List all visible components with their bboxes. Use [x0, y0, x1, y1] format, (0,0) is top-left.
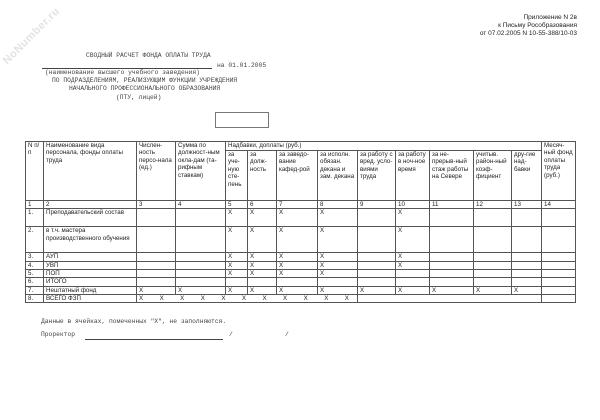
date-label: на 01.01.2005 [217, 62, 267, 69]
row-number: 7. [26, 286, 44, 294]
header-c9: за работу с вред. усло-виями труда [358, 151, 396, 201]
table-cell: X [226, 286, 248, 294]
column-number: 4 [176, 201, 226, 209]
table-cell[interactable] [542, 209, 576, 227]
x-mark: X [200, 294, 205, 302]
table-cell[interactable] [542, 227, 576, 253]
table-cell: X [248, 209, 277, 227]
table-row [26, 286, 576, 294]
header-c11: за не-прерыв-ный стаж работы на Севере [430, 151, 474, 201]
table-cell: X [277, 261, 318, 269]
table-cell[interactable] [512, 227, 542, 253]
header-c5: за уче-ную сте-пень [226, 151, 248, 201]
header-c13: дру-гие над-бавки [512, 151, 542, 201]
table-row-total [26, 294, 576, 302]
table-cell[interactable] [396, 270, 430, 278]
table-row [26, 253, 576, 261]
row-number: 5. [26, 270, 44, 278]
table-cell: X [277, 270, 318, 278]
row-number: 6. [26, 278, 44, 286]
x-mark: X [139, 294, 144, 302]
header-sum: Сумма по должност-ным окла-дам (та-рифным ставкам) [176, 142, 226, 201]
column-number: 9 [358, 201, 396, 209]
table-cell[interactable] [430, 209, 474, 227]
watermark: NoNumber.ru [0, 5, 63, 67]
table-cell: X [176, 286, 226, 294]
column-number: 14 [542, 201, 576, 209]
column-number: 11 [430, 201, 474, 209]
appendix-reference [480, 14, 577, 38]
table-cell: X [318, 253, 358, 261]
x-mark: X [303, 294, 308, 302]
table-cell[interactable] [137, 270, 176, 278]
table-cell[interactable] [430, 253, 474, 261]
table-cell[interactable] [430, 261, 474, 269]
table-cell[interactable] [512, 253, 542, 261]
table-cell[interactable] [318, 278, 358, 286]
table-cell: X [318, 261, 358, 269]
table-cell: X [277, 253, 318, 261]
row-name: в т.ч. мастера производственного обучения [44, 227, 137, 253]
column-number: 8 [318, 201, 358, 209]
signature-separator: / [285, 331, 289, 338]
header-c8: за исполн. обязан. декана и зам. декана [318, 151, 358, 201]
table-cell: X [318, 270, 358, 278]
row-number: 1. [26, 209, 44, 227]
table-cell: X [512, 286, 542, 294]
table-cell: X [318, 209, 358, 227]
table-cell: X [318, 286, 358, 294]
row-name: АУП [44, 253, 137, 261]
table-cell[interactable] [176, 253, 226, 261]
row-number: 8. [26, 294, 44, 302]
table-cell[interactable] [430, 278, 474, 286]
appendix-line: Приложение N 2в [523, 14, 577, 21]
table-cell[interactable] [176, 270, 226, 278]
table-cell: X [226, 227, 248, 253]
header-name: Наименование вида персонала, фонды оплаты труда [44, 142, 137, 201]
header-n: N п/п [26, 142, 44, 201]
table-cell[interactable] [358, 209, 396, 227]
table-cell[interactable] [542, 278, 576, 286]
table-cell: X [474, 286, 512, 294]
column-number: 5 [226, 201, 248, 209]
table-cell: X [396, 209, 430, 227]
table-cell: X [226, 261, 248, 269]
table-cell: X [430, 286, 474, 294]
table-cell [358, 294, 542, 302]
column-number: 10 [396, 201, 430, 209]
x-mark: X [180, 294, 185, 302]
appendix-line: от 07.02.2005 N 10-55-388/10-03 [479, 30, 577, 37]
table-cell: X [248, 253, 277, 261]
row-number: 3. [26, 253, 44, 261]
table-cell: X [277, 286, 318, 294]
table-cell: X [226, 253, 248, 261]
table-cell: X [248, 286, 277, 294]
table-cell[interactable] [358, 278, 396, 286]
header-c7: за заведо-вание кафед-рой [277, 151, 318, 201]
table-cell[interactable] [176, 278, 226, 286]
table-cell[interactable] [474, 278, 512, 286]
table-cell[interactable] [474, 209, 512, 227]
table-cell[interactable] [512, 261, 542, 269]
column-number-row [26, 201, 576, 209]
table-cell[interactable] [542, 286, 576, 294]
table-cell: X [318, 227, 358, 253]
table-cell: X [396, 253, 430, 261]
row-number: 2. [26, 227, 44, 253]
table-cell[interactable] [474, 261, 512, 269]
table-cell[interactable] [358, 270, 396, 278]
table-cell: X [248, 227, 277, 253]
header-c12: учитыв. район-ный коэф-фициент [474, 151, 512, 201]
table-cell: X [396, 286, 430, 294]
table-cell[interactable] [137, 253, 176, 261]
table-cell[interactable] [248, 278, 277, 286]
table-row [26, 278, 576, 286]
table-cell[interactable] [512, 278, 542, 286]
column-number: 1 [26, 201, 44, 209]
column-number: 13 [512, 201, 542, 209]
table-cell[interactable] [137, 261, 176, 269]
table-cell[interactable] [430, 270, 474, 278]
row-name: ИТОГО [44, 278, 137, 286]
table-row [26, 270, 576, 278]
header-allowances: Надбавки, доплаты (руб.) [226, 142, 542, 151]
table-cell[interactable] [358, 261, 396, 269]
table-cell[interactable] [542, 261, 576, 269]
note: Данные в ячейках, помеченных "X", не заполняются. [41, 318, 227, 325]
x-mark: X [324, 294, 329, 302]
table-cell[interactable] [226, 278, 248, 286]
table-cell[interactable] [542, 253, 576, 261]
table-cell[interactable] [176, 261, 226, 269]
table-cell[interactable] [358, 253, 396, 261]
table-cell[interactable] [474, 270, 512, 278]
table-cell: X [277, 227, 318, 253]
table-cell[interactable] [474, 253, 512, 261]
table-cell[interactable] [542, 294, 576, 302]
x-mark: X [221, 294, 226, 302]
table-cell[interactable] [542, 270, 576, 278]
table-cell[interactable] [137, 209, 176, 227]
header-count: Числен-ность персо-нала (ед.) [137, 142, 176, 201]
column-number: 6 [248, 201, 277, 209]
header-c10: за работу в ноч-ное время [396, 151, 430, 201]
code-box[interactable] [215, 112, 269, 128]
row-name: Нештатный фонд [44, 286, 137, 294]
table-cell[interactable] [512, 270, 542, 278]
subtitle-line: (наименование высшего учебного заведения) [45, 69, 200, 76]
row-name: УВП [44, 261, 137, 269]
table-cell: X [358, 286, 396, 294]
table-cell: X [248, 270, 277, 278]
header-monthly-fund: Месяч-ный фонд оплаты труда (руб.) [542, 142, 576, 201]
table-cell[interactable] [277, 278, 318, 286]
table-cell[interactable] [137, 278, 176, 286]
x-mark: X [159, 294, 164, 302]
table-cell: X [226, 270, 248, 278]
signature-line[interactable] [85, 339, 223, 340]
table-cell[interactable] [176, 209, 226, 227]
row-name: ВСЕГО ФЗП [44, 294, 137, 302]
table-cell[interactable] [137, 227, 176, 253]
table-cell[interactable] [474, 227, 512, 253]
appendix-line: к Письму Рособразования [498, 22, 577, 29]
signature-separator: / [229, 331, 233, 338]
table-cell[interactable] [430, 227, 474, 253]
x-mark: X [283, 294, 288, 302]
table-cell: X [137, 286, 176, 294]
subtitle-line: ПО ПОДРАЗДЕЛЕНИЯМ, РЕАЛИЗУЮЩИМ ФУНКЦИИ УЧРЕЖДЕНИЯ [52, 77, 238, 84]
column-number: 12 [474, 201, 512, 209]
row-name: ПОП [44, 270, 137, 278]
column-number: 7 [277, 201, 318, 209]
table-cell: X [396, 227, 430, 253]
x-mark: X [241, 294, 247, 302]
x-mark: X [344, 294, 349, 302]
table-cell[interactable] [396, 278, 430, 286]
row-name: Преподавательский состав [44, 209, 137, 227]
signature-label: Проректор [41, 331, 76, 338]
column-number: 2 [44, 201, 137, 209]
subtitle-line: НАЧАЛЬНОГО ПРОФЕССИОНАЛЬНОГО ОБРАЗОВАНИЯ [69, 85, 221, 92]
table-cell: X [396, 261, 430, 269]
row-number: 4. [26, 261, 44, 269]
table-cell[interactable] [358, 227, 396, 253]
x-mark: X [262, 294, 267, 302]
column-number: 3 [137, 201, 176, 209]
header-c6: за долж-ность [248, 151, 277, 201]
table-row [26, 209, 576, 227]
table-cell: X [248, 261, 277, 269]
subtitle-line: (ПТУ, лицей) [116, 94, 162, 101]
table-cell[interactable] [512, 209, 542, 227]
table-cell: X [277, 209, 318, 227]
table-cell: X [226, 209, 248, 227]
document-title: СВОДНЫЙ РАСЧЕТ ФОНДА ОПЛАТЫ ТРУДА [86, 52, 211, 59]
table-cell[interactable] [176, 227, 226, 253]
table-row [26, 261, 576, 269]
payroll-table [25, 141, 576, 303]
table-row [26, 227, 576, 253]
